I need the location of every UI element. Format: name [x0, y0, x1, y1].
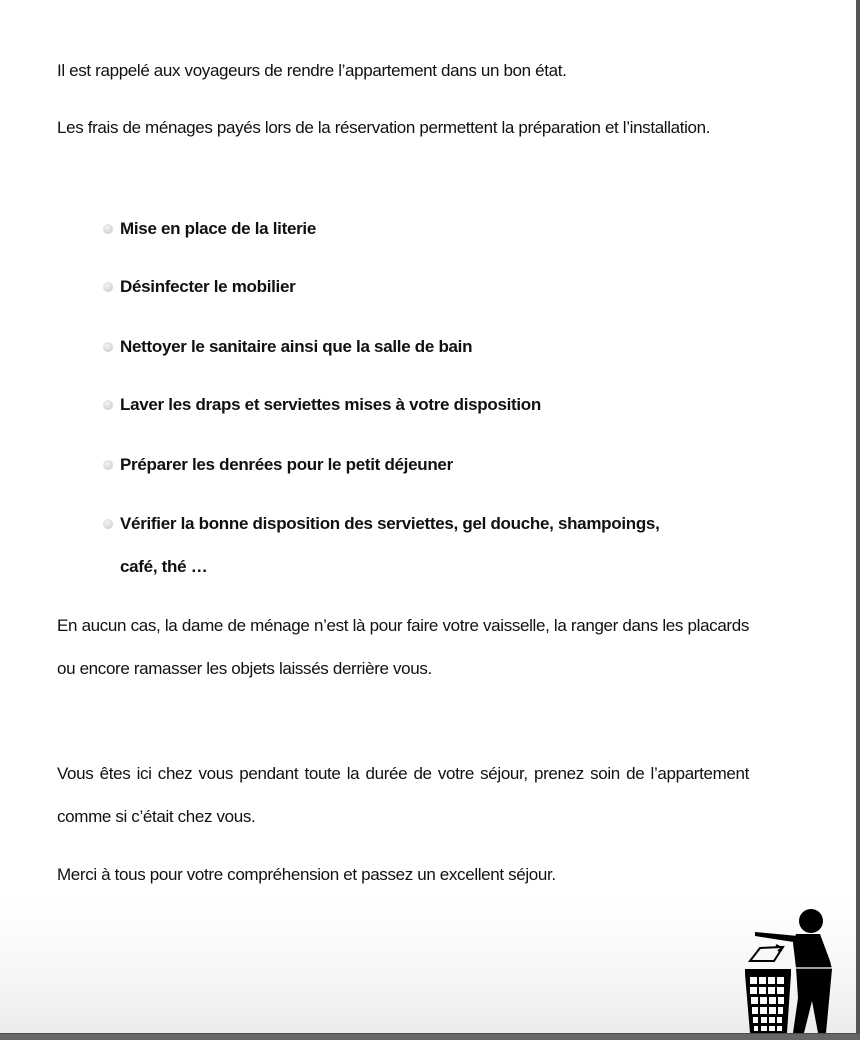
tidy-man-trash-icon	[738, 903, 842, 1034]
list-item	[103, 207, 703, 250]
care-paragraph: Vous êtes ici chez vous pendant toute la durée de votre séjour, prenez soin de l’appartement comme si c’était chez vous.	[57, 764, 749, 826]
thanks-paragraph: Merci à tous pour votre compréhension et passez un excellent séjour.	[57, 865, 556, 884]
task-label: Mise en place de la literie	[120, 219, 316, 238]
list-item	[103, 265, 703, 308]
bullet-icon	[103, 400, 113, 410]
list-item	[103, 383, 703, 426]
intro-paragraph: Il est rappelé aux voyageurs de rendre l’appartement dans un bon état.	[57, 61, 567, 80]
bullet-icon	[103, 224, 113, 234]
list-item	[103, 325, 703, 368]
cleaning-fees-paragraph: Les frais de ménages payés lors de la réservation permettent la préparation et l’installation.	[57, 118, 711, 137]
task-label: Préparer les denrées pour le petit déjeuner	[120, 455, 453, 474]
bullet-icon	[103, 519, 113, 529]
bullet-icon	[103, 282, 113, 292]
task-label: Désinfecter le mobilier	[120, 277, 296, 296]
not-included-paragraph: En aucun cas, la dame de ménage n’est là pour faire votre vaisselle, la ranger dans les placards ou encore ramasser les objets laissés derrière vous.	[57, 616, 749, 678]
window-frame-right	[856, 0, 860, 1040]
bullet-icon	[103, 342, 113, 352]
list-item	[103, 443, 703, 486]
task-label: Nettoyer le sanitaire ainsi que la salle de bain	[120, 337, 473, 356]
window-frame-bottom	[0, 1034, 860, 1040]
bullet-icon	[103, 460, 113, 470]
list-item	[103, 502, 673, 588]
task-label: Vérifier la bonne disposition des serviettes, gel douche, shampoings, café, thé …	[120, 514, 660, 576]
task-label: Laver les draps et serviettes mises à votre disposition	[120, 395, 541, 414]
